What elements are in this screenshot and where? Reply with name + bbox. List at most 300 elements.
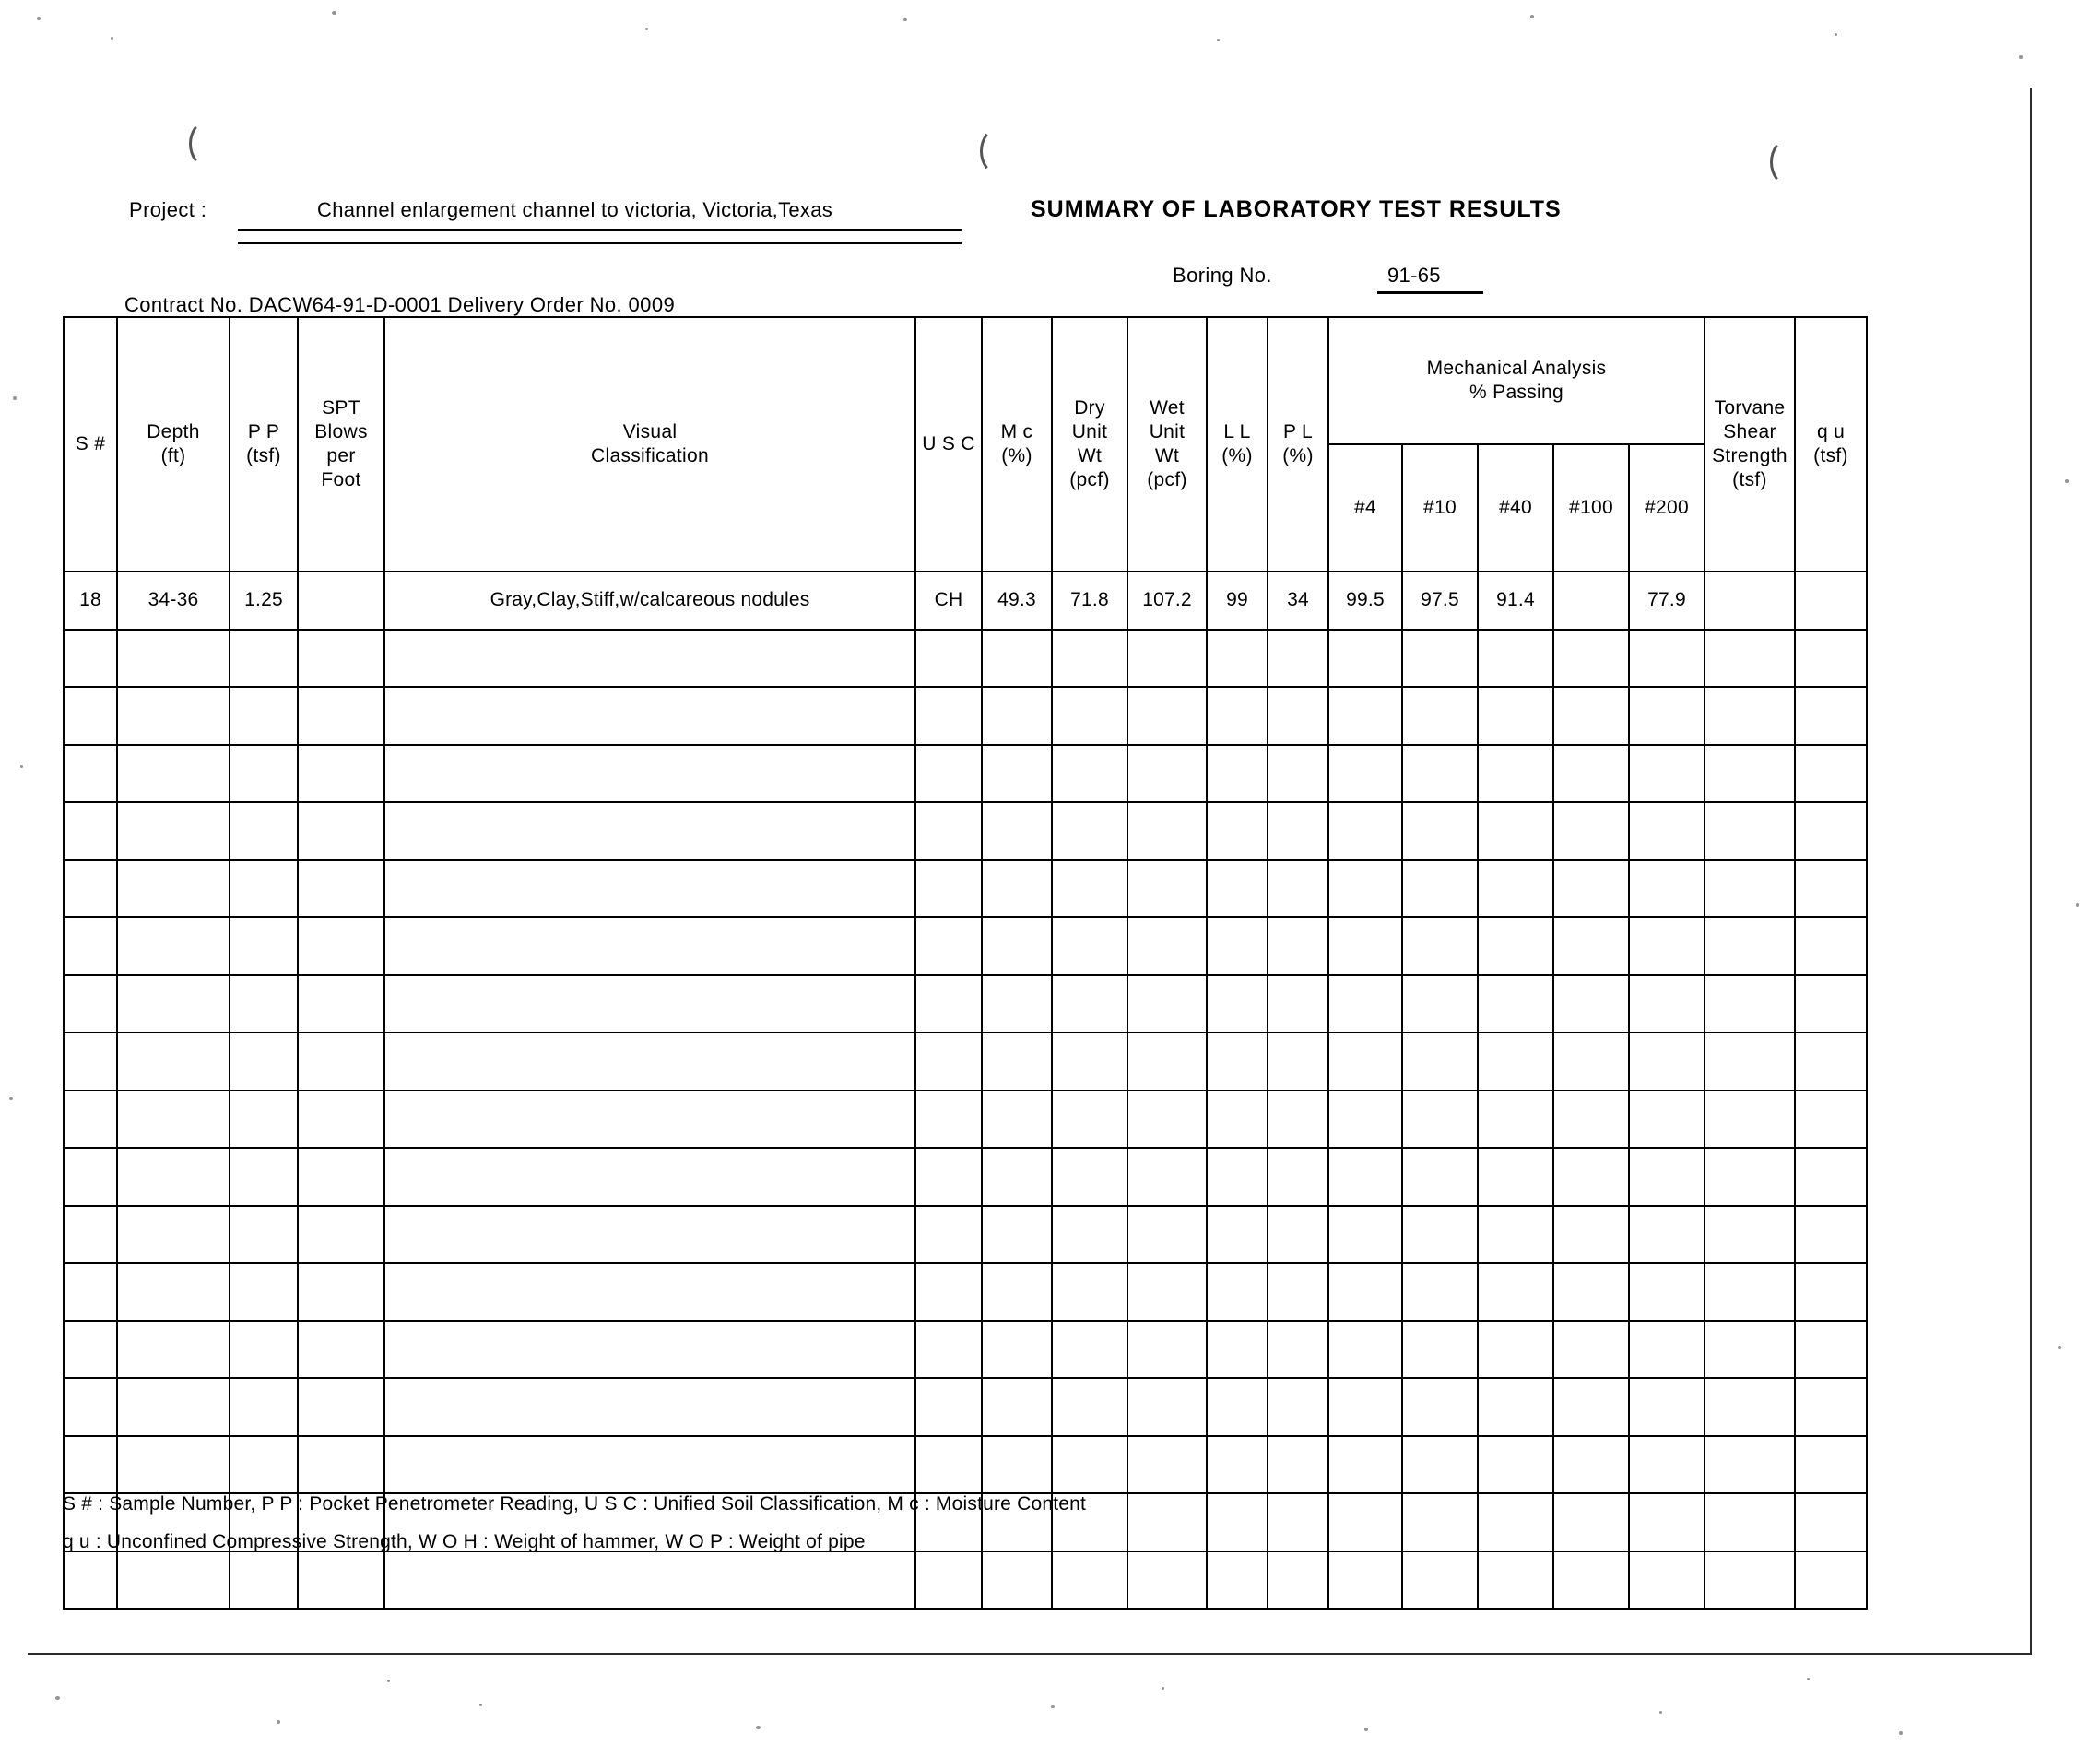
cell-empty [230, 917, 298, 975]
table-row[interactable] [64, 1551, 1867, 1610]
cell-pl: 34 [1268, 572, 1328, 630]
cell-empty [982, 1551, 1052, 1610]
cell-empty [64, 630, 117, 688]
col-header-sieve-100: #100 [1553, 444, 1629, 572]
table-row[interactable] [64, 1321, 1867, 1379]
cell-empty [1052, 1321, 1127, 1379]
cell-empty [1402, 1378, 1478, 1436]
cell-empty [915, 917, 982, 975]
cell-empty [230, 745, 298, 803]
cell-empty [1207, 975, 1268, 1033]
cell-empty [384, 1206, 915, 1264]
cell-empty [1268, 1436, 1328, 1494]
cell-empty [384, 1436, 915, 1494]
cell-empty [230, 1378, 298, 1436]
cell-empty [915, 687, 982, 745]
cell-empty [298, 1321, 384, 1379]
cell-dry-unit-wt: 71.8 [1052, 572, 1127, 630]
project-underline-second [238, 242, 962, 244]
cell-empty [915, 860, 982, 918]
cell-empty [298, 630, 384, 688]
cell-empty [1553, 802, 1629, 860]
cell-empty [1795, 975, 1867, 1033]
cell-empty [1328, 1321, 1402, 1379]
cell-sieve-200: 77.9 [1629, 572, 1705, 630]
cell-empty [384, 1378, 915, 1436]
boring-label: Boring No. [1173, 264, 1272, 287]
cell-empty [1402, 1206, 1478, 1264]
cell-empty [1705, 1378, 1795, 1436]
cell-empty [1052, 745, 1127, 803]
cell-empty [1207, 1263, 1268, 1321]
cell-empty [64, 917, 117, 975]
cell-ll: 99 [1207, 572, 1268, 630]
cell-empty [384, 1551, 915, 1610]
cell-empty [117, 1321, 230, 1379]
cell-empty [1268, 630, 1328, 688]
cell-empty [117, 802, 230, 860]
cell-empty [117, 1091, 230, 1149]
cell-empty [117, 860, 230, 918]
cell-empty [1402, 1032, 1478, 1091]
cell-empty [982, 687, 1052, 745]
cell-empty [1127, 1032, 1207, 1091]
cell-empty [1478, 1551, 1553, 1610]
cell-empty [384, 917, 915, 975]
cell-empty [1127, 1091, 1207, 1149]
cell-empty [915, 975, 982, 1033]
cell-pp: 1.25 [230, 572, 298, 630]
cell-empty [230, 1148, 298, 1206]
cell-empty [1553, 1263, 1629, 1321]
cell-empty [1629, 975, 1705, 1033]
cell-empty [1478, 1378, 1553, 1436]
cell-empty [1207, 745, 1268, 803]
laboratory-results-table [63, 316, 1868, 1610]
table-row[interactable] [64, 572, 1867, 630]
cell-empty [915, 630, 982, 688]
cell-empty [1795, 745, 1867, 803]
cell-empty [1402, 687, 1478, 745]
cell-empty [1553, 1378, 1629, 1436]
cell-empty [915, 1378, 982, 1436]
cell-empty [1629, 1091, 1705, 1149]
cell-empty [1402, 975, 1478, 1033]
cell-empty [982, 745, 1052, 803]
cell-empty [1328, 860, 1402, 918]
cell-empty [1402, 917, 1478, 975]
cell-empty [1553, 1493, 1629, 1551]
cell-empty [1268, 1263, 1328, 1321]
cell-empty [1705, 1091, 1795, 1149]
cell-empty [1268, 1493, 1328, 1551]
cell-empty [1795, 860, 1867, 918]
cell-empty [1268, 917, 1328, 975]
cell-empty [1795, 1263, 1867, 1321]
cell-empty [230, 1436, 298, 1494]
cell-empty [298, 975, 384, 1033]
cell-empty [982, 802, 1052, 860]
cell-empty [1705, 1551, 1795, 1610]
cell-empty [298, 1263, 384, 1321]
project-label: Project : [129, 198, 207, 221]
cell-torvane [1705, 572, 1795, 630]
cell-empty [1629, 1493, 1705, 1551]
cell-empty [1553, 1148, 1629, 1206]
cell-empty [982, 1148, 1052, 1206]
cell-empty [1795, 1091, 1867, 1149]
cell-empty [1127, 1206, 1207, 1264]
cell-empty [384, 1091, 915, 1149]
col-header-liquid-limit: L L (%) [1207, 317, 1268, 572]
cell-empty [1328, 745, 1402, 803]
cell-empty [64, 802, 117, 860]
cell-empty [298, 1436, 384, 1494]
cell-empty [384, 687, 915, 745]
cell-empty [1127, 1263, 1207, 1321]
cell-empty [1052, 1206, 1127, 1264]
cell-empty [1478, 1493, 1553, 1551]
cell-empty [1629, 1206, 1705, 1264]
cell-sieve-10: 97.5 [1402, 572, 1478, 630]
col-header-plastic-limit: P L (%) [1268, 317, 1328, 572]
col-header-pocket-penetrometer: P P (tsf) [230, 317, 298, 572]
cell-empty [1052, 917, 1127, 975]
cell-empty [1127, 1493, 1207, 1551]
cell-spt [298, 572, 384, 630]
cell-empty [117, 1263, 230, 1321]
cell-empty [1207, 860, 1268, 918]
cell-empty [1705, 917, 1795, 975]
col-header-visual-classification: Visual Classification [384, 317, 915, 572]
cell-empty [1553, 1032, 1629, 1091]
cell-empty [1795, 1378, 1867, 1436]
cell-empty [1268, 1091, 1328, 1149]
table-row[interactable] [64, 917, 1867, 975]
cell-empty [982, 1032, 1052, 1091]
cell-empty [298, 1378, 384, 1436]
cell-empty [1705, 1321, 1795, 1379]
cell-empty [1553, 975, 1629, 1033]
cell-empty [1478, 1032, 1553, 1091]
cell-empty [117, 1436, 230, 1494]
cell-empty [1328, 917, 1402, 975]
cell-empty [64, 975, 117, 1033]
cell-depth: 34-36 [117, 572, 230, 630]
cell-empty [1268, 1551, 1328, 1610]
cell-empty [117, 1551, 230, 1610]
cell-empty [1705, 1493, 1795, 1551]
cell-empty [1127, 802, 1207, 860]
cell-empty [1127, 1551, 1207, 1610]
cell-empty [64, 1148, 117, 1206]
cell-empty [1705, 745, 1795, 803]
cell-empty [64, 1436, 117, 1494]
cell-empty [915, 802, 982, 860]
col-header-sieve-40: #40 [1478, 444, 1553, 572]
cell-empty [1268, 1148, 1328, 1206]
cell-empty [1052, 1091, 1127, 1149]
cell-empty [298, 1551, 384, 1610]
cell-empty [1052, 687, 1127, 745]
table-row[interactable] [64, 1436, 1867, 1494]
cell-empty [1328, 630, 1402, 688]
cell-empty [1052, 630, 1127, 688]
cell-empty [1705, 802, 1795, 860]
document-header [0, 0, 2100, 316]
table-row[interactable] [64, 1148, 1867, 1206]
col-header-dry-unit-weight: Dry Unit Wt (pcf) [1052, 317, 1127, 572]
cell-empty [117, 687, 230, 745]
cell-empty [1795, 1032, 1867, 1091]
cell-empty [117, 1148, 230, 1206]
cell-empty [230, 630, 298, 688]
footnote-line-2: q u : Unconfined Compressive Strength, W O H : Weight of hammer, W O P : Weight of pipe [63, 1531, 866, 1552]
cell-empty [1795, 1206, 1867, 1264]
col-header-mechanical-analysis: Mechanical Analysis % Passing [1328, 317, 1705, 444]
cell-empty [1629, 860, 1705, 918]
col-header-torvane-shear-strength: Torvane Shear Strength (tsf) [1705, 317, 1795, 572]
cell-empty [1207, 630, 1268, 688]
cell-empty [1268, 687, 1328, 745]
cell-empty [298, 802, 384, 860]
cell-empty [915, 1091, 982, 1149]
cell-usc: CH [915, 572, 982, 630]
table-row[interactable] [64, 630, 1867, 688]
cell-empty [1328, 1263, 1402, 1321]
project-underline [238, 229, 962, 231]
cell-empty [1553, 1436, 1629, 1494]
cell-empty [1402, 745, 1478, 803]
cell-empty [1629, 1436, 1705, 1494]
cell-empty [982, 860, 1052, 918]
cell-empty [1268, 1321, 1328, 1379]
cell-empty [1402, 1321, 1478, 1379]
cell-empty [1052, 1263, 1127, 1321]
cell-qu [1795, 572, 1867, 630]
table-row[interactable] [64, 975, 1867, 1033]
table-row[interactable] [64, 1378, 1867, 1436]
cell-empty [298, 860, 384, 918]
cell-sieve-4: 99.5 [1328, 572, 1402, 630]
cell-empty [982, 1321, 1052, 1379]
cell-empty [1127, 860, 1207, 918]
cell-empty [1328, 1032, 1402, 1091]
cell-empty [1478, 1263, 1553, 1321]
cell-empty [1795, 1321, 1867, 1379]
cell-empty [982, 917, 1052, 975]
cell-empty [1795, 1493, 1867, 1551]
page-edge-right [2030, 88, 2032, 1655]
cell-empty [1268, 802, 1328, 860]
cell-empty [298, 1148, 384, 1206]
col-header-wet-unit-weight: Wet Unit Wt (pcf) [1127, 317, 1207, 572]
cell-empty [117, 917, 230, 975]
cell-empty [1629, 1378, 1705, 1436]
cell-sieve-40: 91.4 [1478, 572, 1553, 630]
cell-empty [1052, 975, 1127, 1033]
table-header [64, 317, 1867, 572]
cell-visual-classification: Gray,Clay,Stiff,w/calcareous nodules [384, 572, 915, 630]
cell-empty [1207, 1032, 1268, 1091]
cell-empty [1629, 1032, 1705, 1091]
cell-empty [298, 1206, 384, 1264]
cell-empty [1328, 1378, 1402, 1436]
footnote-line-1: S # : Sample Number, P P : Pocket Penetrometer Reading, U S C : Unified Soil Classification, M c : Moisture Content [63, 1493, 1087, 1515]
cell-empty [1795, 1551, 1867, 1610]
cell-empty [1705, 1148, 1795, 1206]
cell-empty [298, 1032, 384, 1091]
cell-empty [1478, 802, 1553, 860]
cell-empty [915, 1148, 982, 1206]
cell-empty [1127, 917, 1207, 975]
cell-empty [230, 802, 298, 860]
cell-empty [64, 1551, 117, 1610]
cell-empty [117, 1378, 230, 1436]
table-row[interactable] [64, 860, 1867, 918]
boring-underline [1377, 291, 1483, 294]
cell-empty [1207, 1148, 1268, 1206]
cell-empty [982, 1263, 1052, 1321]
cell-empty [1553, 1551, 1629, 1610]
cell-empty [1629, 1148, 1705, 1206]
cell-empty [1268, 975, 1328, 1033]
cell-empty [1127, 975, 1207, 1033]
col-header-qu: q u (tsf) [1795, 317, 1867, 572]
cell-empty [64, 860, 117, 918]
cell-empty [1629, 687, 1705, 745]
cell-empty [1478, 975, 1553, 1033]
contract-line: Contract No. DACW64-91-D-0001 Delivery Order No. 0009 [124, 293, 676, 316]
cell-empty [1402, 1493, 1478, 1551]
cell-empty [1629, 802, 1705, 860]
cell-empty [1478, 1091, 1553, 1149]
cell-empty [1553, 745, 1629, 803]
cell-empty [1795, 802, 1867, 860]
cell-empty [915, 1263, 982, 1321]
cell-empty [1795, 917, 1867, 975]
cell-empty [64, 1263, 117, 1321]
cell-empty [1328, 1206, 1402, 1264]
cell-empty [230, 860, 298, 918]
col-header-sieve-200: #200 [1629, 444, 1705, 572]
cell-empty [230, 687, 298, 745]
cell-empty [1402, 1551, 1478, 1610]
cell-empty [982, 1378, 1052, 1436]
table-row[interactable] [64, 1091, 1867, 1149]
cell-empty [1207, 802, 1268, 860]
cell-empty [1705, 975, 1795, 1033]
cell-empty [1478, 687, 1553, 745]
cell-empty [1328, 1091, 1402, 1149]
cell-empty [1402, 1148, 1478, 1206]
cell-empty [1207, 1493, 1268, 1551]
cell-empty [1402, 1263, 1478, 1321]
cell-empty [1052, 1551, 1127, 1610]
cell-empty [1629, 1321, 1705, 1379]
cell-empty [384, 975, 915, 1033]
table-row[interactable] [64, 1032, 1867, 1091]
cell-empty [1328, 802, 1402, 860]
col-header-usc: U S C [915, 317, 982, 572]
cell-empty [1553, 630, 1629, 688]
cell-empty [1478, 1148, 1553, 1206]
cell-empty [1705, 1436, 1795, 1494]
table-row[interactable] [64, 1206, 1867, 1264]
table-body [64, 572, 1867, 1609]
cell-empty [1328, 1551, 1402, 1610]
cell-empty [1629, 1551, 1705, 1610]
cell-empty [64, 1378, 117, 1436]
cell-empty [1478, 1206, 1553, 1264]
cell-empty [64, 1206, 117, 1264]
cell-empty [915, 1321, 982, 1379]
cell-empty [1127, 745, 1207, 803]
page-edge-bottom [28, 1653, 2032, 1655]
cell-empty [1795, 630, 1867, 688]
cell-empty [384, 802, 915, 860]
cell-empty [1402, 802, 1478, 860]
cell-empty [1127, 1148, 1207, 1206]
cell-empty [1207, 1378, 1268, 1436]
cell-empty [1553, 860, 1629, 918]
cell-empty [915, 1206, 982, 1264]
cell-empty [1328, 687, 1402, 745]
cell-empty [298, 1091, 384, 1149]
cell-empty [1478, 1436, 1553, 1494]
col-header-sieve-4: #4 [1328, 444, 1402, 572]
cell-empty [1328, 1436, 1402, 1494]
cell-empty [1705, 860, 1795, 918]
col-header-depth: Depth (ft) [117, 317, 230, 572]
cell-empty [1268, 1206, 1328, 1264]
cell-empty [230, 1551, 298, 1610]
table-row[interactable] [64, 1263, 1867, 1321]
cell-empty [1052, 860, 1127, 918]
cell-wet-unit-wt: 107.2 [1127, 572, 1207, 630]
cell-empty [117, 975, 230, 1033]
cell-empty [1328, 1493, 1402, 1551]
table-row[interactable] [64, 745, 1867, 803]
cell-empty [1553, 687, 1629, 745]
cell-empty [1207, 1551, 1268, 1610]
cell-empty [1052, 1436, 1127, 1494]
cell-empty [384, 860, 915, 918]
cell-empty [1478, 917, 1553, 975]
cell-empty [1478, 630, 1553, 688]
table-row[interactable] [64, 687, 1867, 745]
col-header-spt-blows: SPT Blows per Foot [298, 317, 384, 572]
cell-empty [117, 1032, 230, 1091]
table-row[interactable] [64, 802, 1867, 860]
cell-empty [1268, 1378, 1328, 1436]
boring-value: 91-65 [1387, 264, 1441, 287]
cell-empty [1795, 687, 1867, 745]
cell-empty [982, 1091, 1052, 1149]
cell-empty [64, 1091, 117, 1149]
cell-empty [1553, 1091, 1629, 1149]
cell-empty [384, 1032, 915, 1091]
cell-empty [1705, 1206, 1795, 1264]
cell-empty [1207, 1091, 1268, 1149]
cell-empty [1052, 1378, 1127, 1436]
cell-empty [1127, 1378, 1207, 1436]
cell-empty [1795, 1436, 1867, 1494]
cell-empty [384, 1321, 915, 1379]
cell-empty [1705, 687, 1795, 745]
cell-empty [1402, 1436, 1478, 1494]
cell-empty [1328, 975, 1402, 1033]
